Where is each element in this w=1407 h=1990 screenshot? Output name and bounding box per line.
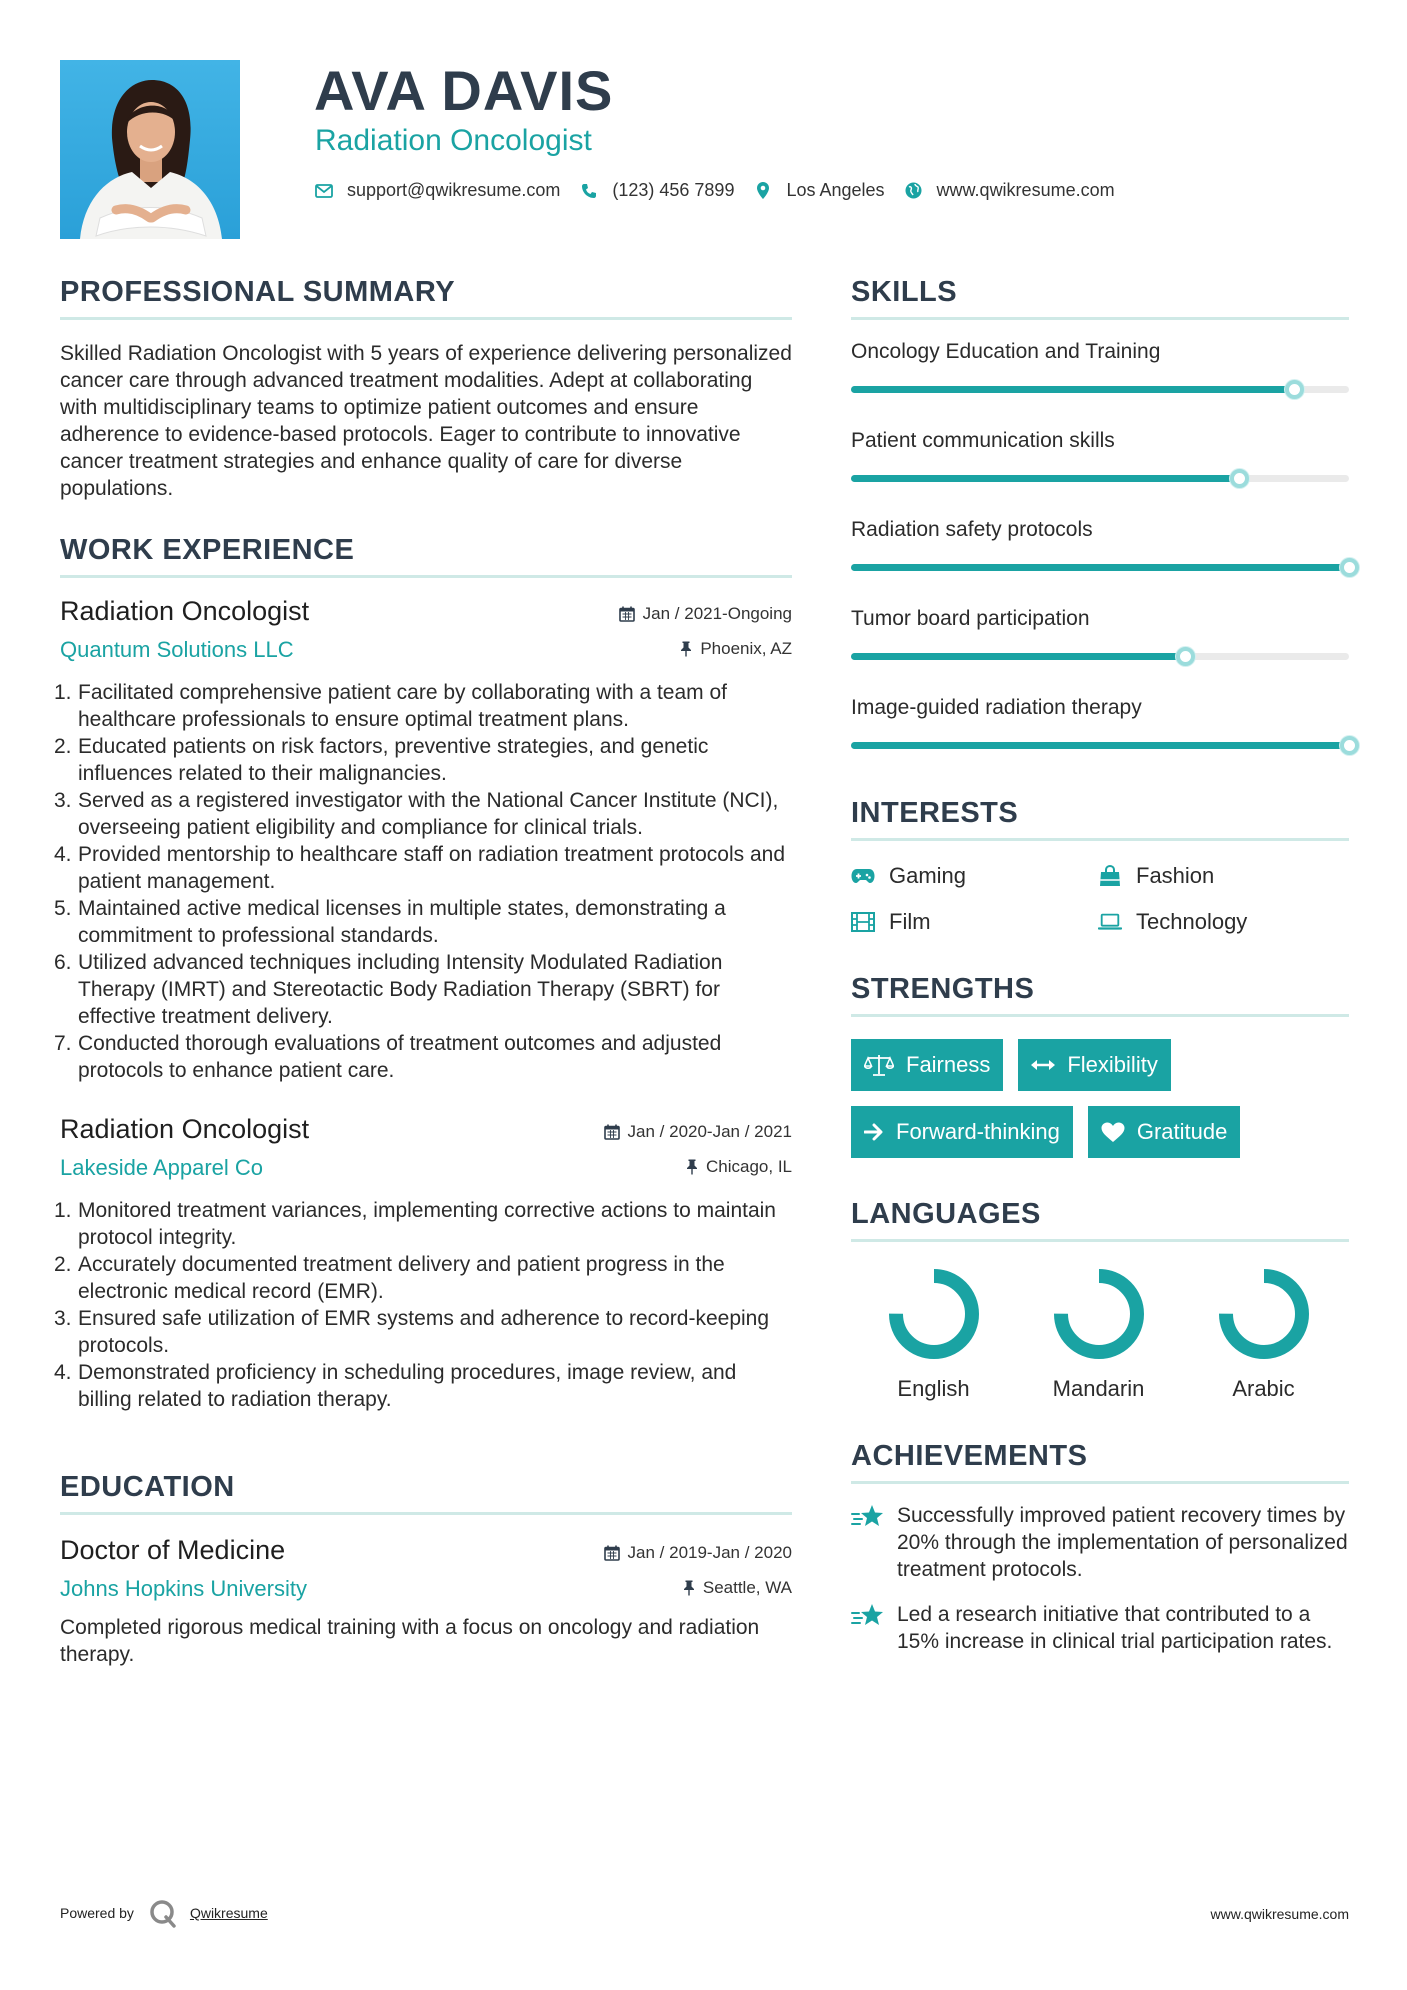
skill-bar-fill	[851, 564, 1349, 571]
job-entry	[54, 596, 792, 1084]
contact-email[interactable]: support@qwikresume.com	[347, 180, 561, 200]
interests-heading: INTERESTS	[851, 797, 1349, 841]
strength-badge	[851, 1106, 1073, 1158]
skill-bar-fill	[851, 475, 1239, 482]
duty-item: 2. Educated patients on risk factors, preventive strategies, and genetic influences related to their malignancies.	[54, 735, 709, 785]
skill-bar-fill	[851, 653, 1185, 660]
language-name: Mandarin	[1052, 1376, 1145, 1401]
job-location-text: Phoenix, AZ	[700, 639, 792, 658]
globe-icon	[905, 182, 923, 200]
skill-bar-knob	[1176, 647, 1195, 666]
duty-item: 2. Accurately documented treatment delivery and patient progress in the electronic medical record (EMR).	[54, 1253, 725, 1303]
calendar-icon	[619, 606, 635, 622]
achievement-text: Led a research initiative that contributed to a 15% increase in clinical trial participation rates.	[897, 1603, 1333, 1653]
laptop-icon	[1098, 910, 1122, 934]
contact-location: Los Angeles	[786, 180, 885, 200]
achievement-item	[851, 1601, 1349, 1655]
duty-item: 3. Served as a registered investigator with the National Cancer Institute (NCI), overseeing patient eligibility and compliance for clinical trials.	[54, 789, 779, 839]
calendar-icon	[604, 1124, 620, 1140]
experience-heading: WORK EXPERIENCE	[60, 534, 792, 578]
achievements-heading: ACHIEVEMENTS	[851, 1440, 1349, 1484]
pushpin-icon	[683, 1580, 695, 1596]
skill-name: Oncology Education and Training	[851, 340, 1161, 363]
interest-item	[1098, 909, 1345, 935]
skill-name: Image-guided radiation therapy	[851, 696, 1142, 719]
interest-label: Film	[889, 909, 931, 934]
gamepad-icon	[851, 864, 875, 888]
skill-item	[851, 518, 1349, 571]
shopping-bag-icon	[1098, 864, 1122, 888]
skill-item	[851, 340, 1349, 393]
strength-label: Flexibility	[1067, 1052, 1158, 1077]
education-date-text: Jan / 2019-Jan / 2020	[627, 1543, 792, 1562]
languages-list	[851, 1266, 1349, 1402]
powered-by-label: Powered by	[60, 1905, 134, 1921]
languages-heading: LANGUAGES	[851, 1198, 1349, 1242]
pushpin-icon	[680, 641, 692, 657]
job-location	[686, 1157, 792, 1177]
education-location	[683, 1578, 792, 1598]
job-date	[604, 1122, 792, 1142]
skill-item	[851, 429, 1349, 482]
job-company: Quantum Solutions LLC	[60, 637, 294, 662]
right-column	[851, 276, 1349, 1655]
interest-label: Gaming	[889, 863, 967, 888]
film-icon	[851, 910, 875, 934]
contact-row	[315, 180, 1135, 201]
summary-text: Skilled Radiation Oncologist with 5 years of experience delivering personalized cancer care through advanced treatment modalities. Adept at collaborating with multidisciplinary teams to optimize patient outcomes and ensure adherence to evidence-based protocols. Eager to contribute to innovative cancer treatment strategies and enhance quality of care for diverse populations.	[60, 342, 792, 500]
job-location-text: Chicago, IL	[706, 1157, 792, 1176]
duty-item: 6. Utilized advanced techniques including Intensity Modulated Radiation Therapy (IMRT) and Stereotactic Body Radiation Therapy (SBRT) for effective treatment delivery.	[54, 951, 723, 1028]
contact-phone[interactable]: (123) 456 7899	[612, 180, 735, 200]
language-item	[1016, 1266, 1181, 1402]
profile-photo	[60, 60, 240, 239]
skill-name: Tumor board participation	[851, 607, 1090, 630]
strength-badge	[1088, 1106, 1241, 1158]
education-heading: EDUCATION	[60, 1471, 792, 1515]
skill-name: Radiation safety protocols	[851, 518, 1093, 541]
duty-item: 4. Provided mentorship to healthcare staff on radiation treatment protocols and patient management.	[54, 843, 786, 893]
strength-badge	[1018, 1039, 1170, 1091]
qwikresume-logo-icon	[148, 1898, 178, 1928]
skill-bar-fill	[851, 386, 1294, 393]
language-ring	[1051, 1266, 1147, 1362]
language-item	[1181, 1266, 1346, 1402]
job-location	[680, 639, 792, 659]
skill-bar	[851, 386, 1349, 393]
pushpin-icon	[686, 1159, 698, 1175]
achievement-text: Successfully improved patient recovery times by 20% through the implementation of personalized treatment protocols.	[897, 1504, 1348, 1581]
duty-item: 1. Monitored treatment variances, implementing corrective actions to maintain protocol integrity.	[54, 1199, 776, 1249]
skill-bar-knob	[1285, 380, 1304, 399]
job-title: Radiation Oncologist	[60, 596, 310, 626]
language-item	[851, 1266, 1016, 1402]
skill-bar	[851, 564, 1349, 571]
job-company: Lakeside Apparel Co	[60, 1155, 264, 1180]
duty-item: 4. Demonstrated proficiency in scheduling procedures, image review, and billing related to radiation therapy.	[54, 1361, 737, 1411]
strength-label: Gratitude	[1136, 1119, 1228, 1144]
strength-badge	[851, 1039, 1003, 1091]
skill-bar	[851, 475, 1349, 482]
interest-label: Technology	[1136, 909, 1248, 934]
phone-icon	[580, 182, 598, 200]
education-school: Johns Hopkins University	[60, 1576, 307, 1601]
skill-bar-knob	[1340, 736, 1359, 755]
candidate-title: Radiation Oncologist	[315, 124, 592, 157]
footer-website[interactable]: www.qwikresume.com	[1210, 1906, 1349, 1922]
job-duties	[54, 1197, 792, 1413]
job-duties	[54, 679, 792, 1084]
duty-item: 5. Maintained active medical licenses in multiple states, demonstrating a commitment to professional standards.	[54, 897, 726, 947]
skill-item	[851, 696, 1349, 749]
skill-bar-knob	[1230, 469, 1249, 488]
language-ring	[1216, 1266, 1312, 1362]
interest-item	[851, 909, 1098, 935]
contact-website[interactable]: www.qwikresume.com	[936, 180, 1115, 200]
interest-item	[1098, 863, 1345, 889]
envelope-icon	[315, 182, 333, 200]
education-degree: Doctor of Medicine	[60, 1535, 286, 1565]
strength-label: Fairness	[906, 1052, 991, 1077]
duty-item: 1. Facilitated comprehensive patient care by collaborating with a team of healthcare professionals to ensure optimal treatment plans.	[54, 681, 728, 731]
job-date-text: Jan / 2021-Ongoing	[642, 604, 792, 623]
skills-heading: SKILLS	[851, 276, 1349, 320]
arrows-horizontal-icon	[1031, 1059, 1055, 1071]
heart-icon	[1101, 1122, 1125, 1143]
job-date	[619, 604, 792, 624]
strengths-list	[851, 1039, 1349, 1158]
duty-item: 3. Ensured safe utilization of EMR systems and adherence to record-keeping protocols.	[54, 1307, 770, 1357]
left-column	[54, 276, 792, 1668]
duty-item: 7. Conducted thorough evaluations of treatment outcomes and adjusted protocols to enhance patient care.	[54, 1032, 722, 1082]
education-description: Completed rigorous medical training with a focus on oncology and radiation therapy.	[60, 1616, 760, 1666]
education-entry	[60, 1535, 792, 1668]
skill-bar-fill	[851, 742, 1349, 749]
achievement-item	[851, 1502, 1349, 1583]
map-pin-icon	[754, 182, 772, 200]
strength-label: Forward-thinking	[896, 1119, 1060, 1144]
language-ring	[886, 1266, 982, 1362]
footer-powered-by	[60, 1898, 268, 1928]
skill-bar	[851, 742, 1349, 749]
strengths-heading: STRENGTHS	[851, 973, 1349, 1017]
skill-item	[851, 607, 1349, 660]
skills-list	[851, 340, 1349, 749]
interest-label: Fashion	[1136, 863, 1215, 888]
shooting-star-icon	[851, 1502, 885, 1583]
calendar-icon	[604, 1545, 620, 1561]
arrow-right-icon	[864, 1123, 884, 1141]
job-title: Radiation Oncologist	[60, 1114, 310, 1144]
achievements-list	[851, 1502, 1349, 1655]
interests-list	[851, 863, 1349, 935]
education-date	[604, 1543, 792, 1563]
shooting-star-icon	[851, 1601, 885, 1655]
skill-bar	[851, 653, 1349, 660]
language-name: English	[897, 1376, 970, 1401]
balance-scale-icon	[864, 1053, 894, 1077]
interest-item	[851, 863, 1098, 889]
summary-heading: PROFESSIONAL SUMMARY	[60, 276, 792, 320]
skill-bar-knob	[1340, 558, 1359, 577]
language-name: Arabic	[1232, 1376, 1295, 1401]
education-location-text: Seattle, WA	[702, 1578, 792, 1597]
skill-name: Patient communication skills	[851, 429, 1115, 452]
qwikresume-link[interactable]: Qwikresume	[189, 1905, 268, 1921]
job-entry	[54, 1114, 792, 1413]
job-date-text: Jan / 2020-Jan / 2021	[627, 1122, 792, 1141]
candidate-name: AVA DAVIS	[314, 59, 614, 122]
